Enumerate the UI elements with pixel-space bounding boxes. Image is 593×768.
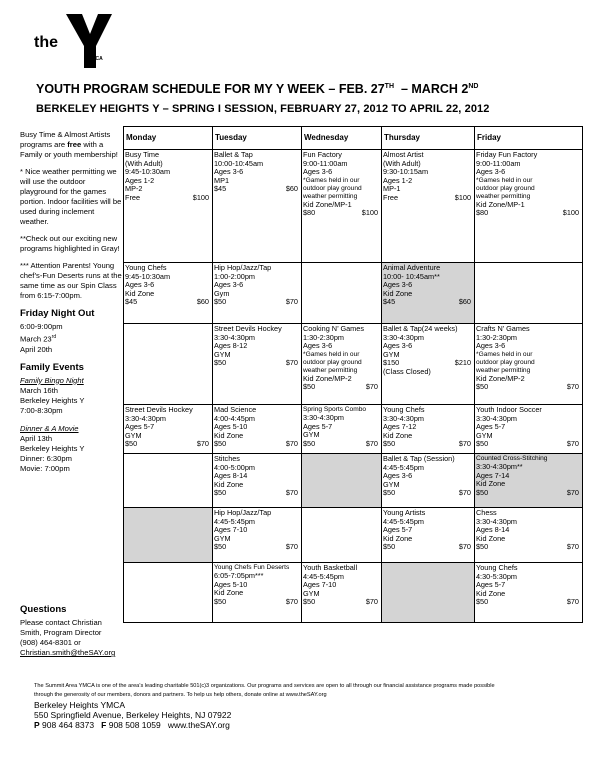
movie-place: Berkeley Heights Y — [20, 443, 85, 453]
friday-night-heading: Friday Night Out — [20, 308, 95, 319]
program-detail: (With Adult) — [383, 158, 421, 168]
program-cell — [213, 563, 302, 623]
program-detail: weather permitting — [476, 366, 531, 374]
page-title: YOUTH PROGRAM SCHEDULE FOR MY Y WEEK – FEB. 27TH – MARCH 2ND — [36, 82, 479, 96]
program-cell — [213, 508, 302, 563]
program-name: Animal Adventure — [383, 263, 441, 272]
price-row — [214, 298, 300, 307]
program-detail: outdoor play ground — [303, 184, 362, 192]
schedule-row — [124, 563, 583, 623]
member-price: $150 — [383, 358, 400, 368]
nonmember-price: $70 — [285, 358, 298, 368]
price-row — [383, 543, 473, 552]
nonmember-price: $70 — [458, 542, 471, 552]
empty-cell — [382, 563, 475, 623]
program-detail: GYM — [383, 349, 400, 359]
program-detail: 3:30-4:30pm — [476, 413, 517, 423]
empty-cell — [475, 263, 583, 324]
friday-date-2: April 20th — [20, 344, 53, 354]
program-cell — [213, 405, 302, 454]
program-detail: GYM — [214, 349, 231, 359]
new-programs-note: **Check out our exciting new programs highlighted in Gray! — [20, 234, 120, 253]
nonmember-price: $100 — [562, 208, 579, 218]
program-cell — [475, 454, 583, 508]
logo-the-text: the — [34, 34, 58, 51]
day-header: Monday — [124, 127, 213, 150]
member-price: $50 — [303, 382, 316, 392]
program-name: Street Devils Hockey — [214, 324, 282, 333]
nonmember-price: $70 — [196, 439, 209, 449]
nonmember-price: $70 — [566, 597, 579, 607]
program-name: Young Chefs Fun Deserts — [214, 564, 290, 571]
program-detail: Kid Zone — [125, 288, 155, 298]
price-row — [476, 598, 581, 607]
program-name: Youth Indoor Soccer — [476, 405, 542, 414]
program-cell — [124, 263, 213, 324]
price-row — [383, 298, 473, 307]
member-price: $50 — [476, 542, 489, 552]
program-detail: Ages 3-6 — [383, 471, 413, 481]
membership-note: Busy Time & Almost Artists programs are free with a Family or youth membership! — [20, 130, 118, 159]
nonmember-price: $70 — [285, 439, 298, 449]
program-detail: 3:30-4:30pm — [303, 413, 344, 422]
program-detail: Kid Zone — [214, 588, 244, 598]
program-detail: Ages 8-14 — [476, 525, 510, 535]
member-price: $45 — [383, 297, 396, 307]
program-cell — [475, 508, 583, 563]
nonmember-price: $70 — [285, 542, 298, 552]
program-cell — [382, 508, 475, 563]
program-detail: 9:45-10:30am — [125, 167, 171, 177]
price-row — [303, 209, 380, 218]
program-cell — [475, 563, 583, 623]
program-detail: 10:00- 10:45am** — [383, 271, 440, 281]
footer-fineprint-2: through the generosity of our members, donors and partners. To help us help others, donate online at www.theSAY.org — [34, 692, 327, 698]
member-price: $50 — [476, 382, 489, 392]
questions-heading: Questions — [20, 604, 67, 615]
member-price: $50 — [476, 439, 489, 449]
program-name: Counted Cross-Stitching — [476, 455, 548, 462]
program-detail: Kid Zone — [214, 430, 244, 440]
program-cell — [382, 405, 475, 454]
program-detail: Ages 3-6 — [476, 167, 506, 177]
program-cell — [124, 150, 213, 263]
nonmember-price: $60 — [196, 297, 209, 307]
member-price: $80 — [303, 208, 316, 218]
program-cell — [382, 263, 475, 324]
footer — [34, 682, 574, 730]
member-price: Free — [125, 192, 141, 202]
nonmember-price: $210 — [454, 358, 471, 368]
program-detail: 3:30-4:30pm** — [476, 462, 523, 471]
footer-fineprint-1: The Summit Area YMCA is one of the area’s leading charitable 501(c)3 organizations. Our programs and services are open to all through our financial assistance programs made possible — [34, 683, 495, 689]
program-name: Hip Hop/Jazz/Tap — [214, 263, 272, 272]
family-events-heading: Family Events — [20, 361, 84, 373]
member-price: $50 — [214, 358, 227, 368]
empty-cell — [124, 563, 213, 623]
program-detail: Kid Zone/MP-2 — [303, 373, 352, 383]
program-name: Young Chefs — [383, 405, 425, 414]
price-row — [214, 440, 300, 449]
member-price: $50 — [214, 542, 227, 552]
program-detail: 3:30-4:30pm — [476, 516, 517, 526]
program-name: Almost Artist — [383, 150, 424, 159]
nonmember-price: $70 — [285, 297, 298, 307]
schedule-row — [124, 454, 583, 508]
program-detail: outdoor play ground — [476, 184, 535, 192]
price-row — [125, 440, 211, 449]
member-price: $50 — [383, 488, 396, 498]
questions-line-3: (908) 464-8301 or — [20, 638, 81, 647]
parents-note: *** Attention Parents! Young chef’s-Fun Deserts runs at the same time as our Spin Class from 6:15-7:00pm. — [20, 261, 122, 300]
ymca-logo — [34, 12, 114, 72]
price-row — [476, 440, 581, 449]
member-price: $80 — [476, 208, 489, 218]
program-detail: 1:30-2:30pm — [303, 332, 344, 342]
program-detail: GYM — [214, 533, 231, 543]
movie-date: April 13th — [20, 433, 53, 443]
program-cell — [124, 405, 213, 454]
program-cell — [475, 150, 583, 263]
program-detail: Kid Zone — [476, 533, 506, 543]
program-detail: Ages 7-14 — [476, 470, 510, 480]
program-detail: GYM — [125, 430, 142, 440]
price-row — [125, 194, 211, 203]
price-row — [383, 194, 473, 203]
program-detail: *Games held in our — [476, 350, 533, 358]
class-status: (Class Closed) — [383, 366, 431, 376]
program-cell — [213, 263, 302, 324]
questions-line-2: Smith, Program Director — [20, 628, 102, 637]
nonmember-price: $70 — [365, 597, 378, 607]
schedule-row — [124, 263, 583, 324]
member-price: $50 — [125, 439, 138, 449]
price-row — [214, 489, 300, 498]
program-name: Young Artists — [383, 508, 426, 517]
bingo-date: March 16th — [20, 385, 58, 395]
program-detail: Kid Zone/MP-2 — [476, 373, 525, 383]
program-detail: Ages 5-10 — [214, 422, 248, 432]
program-detail: 3:30-4:30pm — [214, 332, 255, 342]
member-price: $50 — [383, 542, 396, 552]
program-detail: 1:00-2:00pm — [214, 271, 255, 281]
questions-line-1: Please contact Christian — [20, 618, 102, 627]
program-detail: 10:00-10:45am — [214, 158, 264, 168]
weather-note: * Nice weather permitting we will use the outdoor playground for the games portion. Indoor facilities will be used during inclement weather. — [20, 167, 122, 226]
program-detail: Ages 3-6 — [125, 280, 155, 290]
member-price: $50 — [214, 297, 227, 307]
nonmember-price: $70 — [566, 439, 579, 449]
program-name: Chess — [476, 508, 497, 517]
program-detail: GYM — [476, 430, 493, 440]
program-name: Stitches — [214, 454, 240, 463]
program-detail: *Games held in our — [303, 350, 360, 358]
program-name: Spring Sports Combo — [303, 406, 367, 413]
member-price: $50 — [214, 488, 227, 498]
program-detail: 4:00-4:45pm — [214, 413, 255, 423]
day-header: Friday — [475, 127, 583, 150]
member-price: $50 — [476, 597, 489, 607]
schedule-row — [124, 150, 583, 263]
nonmember-price: $70 — [285, 596, 298, 606]
program-detail: MP-1 — [383, 184, 401, 194]
program-detail: outdoor play ground — [476, 358, 535, 366]
movie-title: Dinner & A Movie — [20, 423, 79, 433]
member-price: $50 — [214, 439, 227, 449]
program-detail: Kid Zone — [476, 479, 506, 489]
program-detail: Kid Zone/MP-1 — [476, 199, 525, 209]
schedule-table — [123, 126, 583, 623]
sidebar — [20, 130, 124, 474]
program-cell — [302, 324, 382, 405]
program-detail: Kid Zone — [383, 430, 413, 440]
program-detail: Ages 5-10 — [214, 579, 248, 589]
member-price: Free — [383, 192, 399, 202]
page-subtitle: BERKELEY HEIGHTS Y – SPRING I SESSION, FEBRUARY 27, 2012 TO APRIL 22, 2012 — [36, 103, 490, 115]
program-cell — [302, 405, 382, 454]
program-name: Cooking N’ Games — [303, 324, 364, 333]
member-price: $45 — [125, 297, 138, 307]
nonmember-price: $70 — [365, 382, 378, 392]
program-cell — [302, 563, 382, 623]
program-detail: 9:00-11:00am — [303, 158, 348, 168]
program-detail: Ages 5-7 — [303, 421, 333, 431]
program-detail: MP-2 — [125, 184, 143, 194]
nonmember-price: $100 — [361, 208, 378, 218]
nonmember-price: $70 — [365, 438, 378, 448]
program-detail: 4:30-5:30pm — [476, 571, 517, 581]
program-detail: Kid Zone/MP-1 — [303, 199, 352, 209]
nonmember-price: $100 — [192, 192, 209, 202]
nonmember-price: $60 — [458, 297, 471, 307]
empty-cell — [302, 454, 382, 508]
member-price: $50 — [476, 487, 489, 497]
price-row — [303, 598, 380, 607]
program-detail: Ages 3-6 — [214, 280, 244, 290]
questions-section — [20, 605, 130, 658]
program-detail: Ages 3-6 — [214, 167, 244, 177]
schedule-row — [124, 508, 583, 563]
program-detail: 1:30-2:30pm — [476, 332, 517, 342]
friday-date-1: March 23rd — [20, 334, 57, 344]
program-detail: 3:30-4:30pm — [383, 413, 424, 423]
footer-website-link[interactable]: www.theSAY.org — [167, 720, 230, 730]
schedule-row — [124, 324, 583, 405]
empty-cell — [124, 508, 213, 563]
program-name: Youth Basketball — [303, 563, 358, 572]
day-header: Wednesday — [302, 127, 382, 150]
program-detail: 3:30-4:30pm — [125, 413, 166, 423]
empty-cell — [124, 324, 213, 405]
price-row — [476, 489, 581, 498]
program-detail: outdoor play ground — [303, 358, 362, 366]
program-detail: Ages 7-10 — [303, 580, 337, 590]
footer-org-name: Berkeley Heights YMCA — [34, 700, 126, 710]
price-row — [214, 598, 300, 607]
nonmember-price: $70 — [458, 439, 471, 449]
program-cell — [213, 150, 302, 263]
empty-cell — [302, 508, 382, 563]
program-detail: Kid Zone — [383, 533, 413, 543]
program-detail: Ages 3-6 — [383, 280, 413, 290]
price-row — [214, 359, 300, 368]
nonmember-price: $100 — [454, 192, 471, 202]
nonmember-price: $70 — [566, 382, 579, 392]
program-name: Ballet & Tap(24 weeks) — [383, 324, 458, 333]
program-detail: Kid Zone — [383, 288, 413, 298]
movie-start-time: Movie: 7:00pm — [20, 463, 70, 473]
program-detail: Ages 8-12 — [214, 341, 248, 351]
footer-phone: 908 464 8373 — [42, 720, 95, 730]
program-name: Busy Time — [125, 150, 160, 159]
program-name: Young Chefs — [476, 563, 518, 572]
program-name: Fun Factory — [303, 150, 342, 159]
footer-fax: 908 508 1059 — [108, 720, 161, 730]
nonmember-price: $60 — [285, 184, 298, 194]
program-name: Hip Hop/Jazz/Tap — [214, 508, 272, 517]
program-detail: 3:30-4:30pm — [383, 332, 424, 342]
program-cell — [302, 150, 382, 263]
price-row — [125, 298, 211, 307]
program-cell — [475, 324, 583, 405]
nonmember-price: $70 — [566, 487, 579, 497]
program-detail: Ages 3-6 — [303, 167, 333, 177]
program-detail: 9:00-11:00am — [476, 158, 521, 168]
footer-contact-line: P 908 464 8373 F 908 508 1059 www.theSAY.org — [34, 720, 230, 730]
program-detail: 4:45-5:45pm — [383, 516, 424, 526]
day-header: Thursday — [382, 127, 475, 150]
nonmember-price: $70 — [458, 488, 471, 498]
program-detail: *Games held in our — [303, 176, 360, 184]
program-cell — [213, 324, 302, 405]
program-detail: 4:45-5:45pm — [383, 462, 424, 472]
program-detail: Ages 5-7 — [383, 525, 413, 535]
day-header-row — [124, 127, 583, 150]
member-price: $50 — [214, 596, 227, 606]
program-detail: 9:45-10:30am — [125, 271, 171, 281]
empty-cell — [302, 263, 382, 324]
price-row — [383, 440, 473, 449]
program-detail: Kid Zone — [214, 479, 244, 489]
member-price: $50 — [383, 439, 396, 449]
program-detail: weather permitting — [303, 366, 358, 374]
member-price: $50 — [303, 438, 316, 448]
program-cell — [382, 454, 475, 508]
program-name: Ballet & Tap (Session) — [383, 454, 455, 463]
price-row — [303, 383, 380, 392]
price-row — [476, 543, 581, 552]
program-detail: 9:30-10:15am — [383, 167, 429, 177]
program-detail: *Games held in our — [476, 176, 533, 184]
program-cell — [382, 324, 475, 405]
price-row — [303, 440, 380, 449]
program-detail: GYM — [303, 588, 320, 598]
program-name: Mad Science — [214, 405, 257, 414]
contact-email-link[interactable]: Christian.smith@theSAY.org — [20, 648, 116, 657]
program-name: Young Chefs — [125, 263, 167, 272]
program-detail: weather permitting — [476, 192, 531, 200]
nonmember-price: $70 — [566, 542, 579, 552]
member-price: $50 — [303, 597, 316, 607]
day-header: Tuesday — [213, 127, 302, 150]
program-detail: GYM — [383, 479, 400, 489]
program-detail: Ages 3-6 — [303, 341, 333, 351]
program-detail: Ages 8-14 — [214, 471, 248, 481]
program-name: Friday Fun Factory — [476, 150, 538, 159]
friday-time: 6:00-9:00pm — [20, 322, 63, 331]
logo-ymca-text: YMCA — [88, 56, 103, 62]
program-detail: 4:00-5:00pm — [214, 462, 255, 472]
program-name: Ballet & Tap — [214, 150, 253, 159]
program-name: Crafts N’ Games — [476, 324, 530, 333]
program-detail: Ages 5-7 — [476, 580, 506, 590]
nonmember-price: $70 — [285, 488, 298, 498]
program-name: Street Devils Hockey — [125, 405, 193, 414]
program-detail: GYM — [303, 430, 320, 440]
program-detail: 6:05-7:05pm*** — [214, 571, 264, 580]
program-cell — [475, 405, 583, 454]
program-detail: Ages 1-2 — [125, 175, 155, 185]
empty-cell — [124, 454, 213, 508]
price-row — [383, 489, 473, 498]
price-row — [476, 209, 581, 218]
program-detail: Gym — [214, 288, 230, 298]
program-cell — [213, 454, 302, 508]
footer-address: 550 Springfield Avenue, Berkeley Heights, NJ 07922 — [34, 710, 232, 720]
bingo-place: Berkeley Heights Y — [20, 395, 85, 405]
program-detail: weather permitting — [303, 192, 358, 200]
program-detail: 4:45-5:45pm — [214, 516, 255, 526]
program-detail: Ages 5-7 — [125, 422, 155, 432]
program-detail: MP1 — [214, 175, 230, 185]
program-detail: Kid Zone — [476, 588, 506, 598]
program-detail: 4:45-5:45pm — [303, 571, 344, 581]
movie-dinner-time: Dinner: 6:30pm — [20, 453, 72, 463]
program-detail: Ages 7-10 — [214, 525, 248, 535]
program-detail: (With Adult) — [125, 158, 163, 168]
price-row — [214, 185, 300, 194]
schedule-row — [124, 405, 583, 454]
program-cell — [382, 150, 475, 263]
program-detail: Ages 3-6 — [383, 341, 413, 351]
price-row — [476, 383, 581, 392]
price-row — [214, 543, 300, 552]
program-detail: Ages 5-7 — [476, 422, 506, 432]
bingo-title: Family Bingo Night — [20, 375, 84, 385]
program-detail: Ages 7-12 — [383, 422, 417, 432]
member-price: $45 — [214, 184, 227, 194]
program-detail: Ages 3-6 — [476, 341, 506, 351]
program-detail: Ages 1-2 — [383, 175, 413, 185]
bingo-time: 7:00-8:30pm — [20, 405, 63, 415]
